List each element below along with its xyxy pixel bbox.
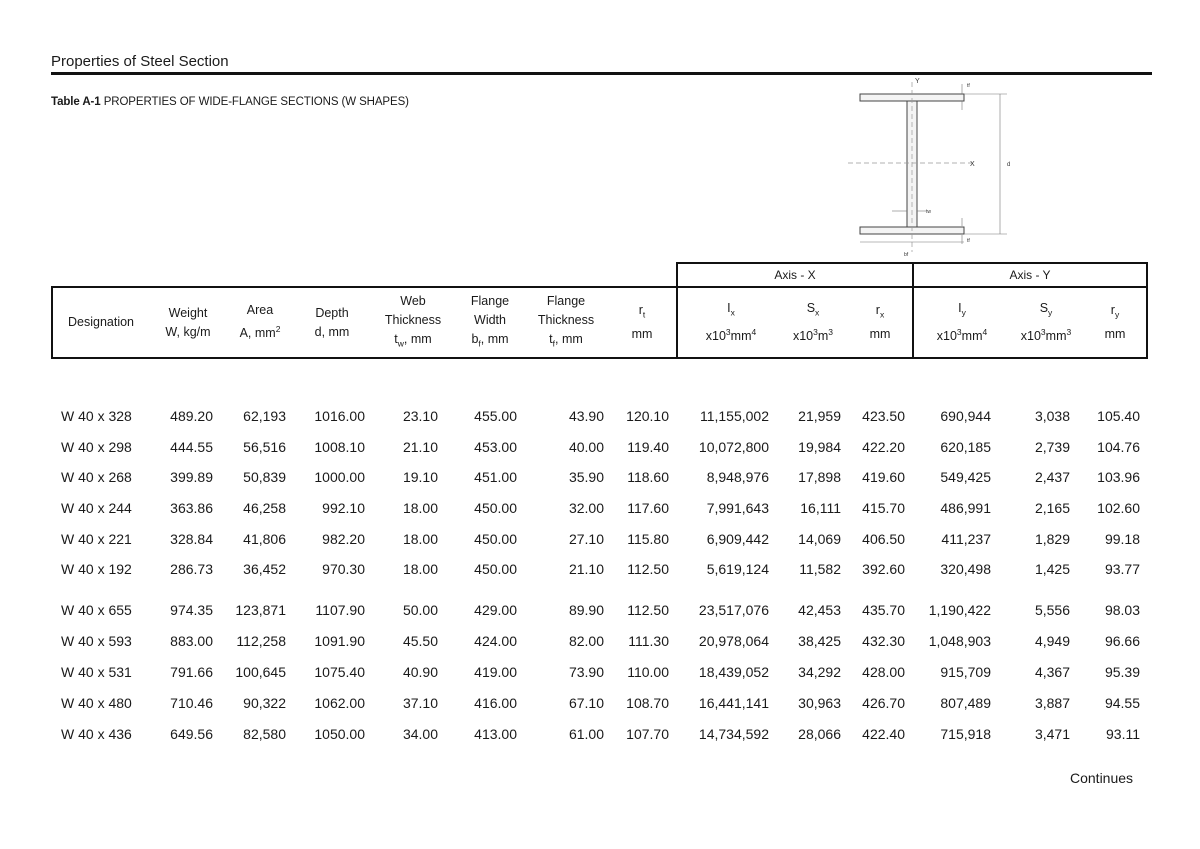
cell-ry: 103.96 bbox=[1097, 469, 1140, 485]
cell-iy: 1,048,903 bbox=[928, 633, 991, 649]
col-sx-sub: x bbox=[815, 307, 820, 318]
cell-weight: 489.20 bbox=[170, 408, 213, 424]
cell-ix: 5,619,124 bbox=[706, 561, 769, 577]
col-rx-sub: x bbox=[879, 309, 885, 320]
col-flange-thickness bbox=[526, 286, 606, 359]
axis-x-header: Axis - X bbox=[676, 262, 914, 286]
cell-area: 56,516 bbox=[243, 439, 286, 455]
table-row bbox=[51, 555, 1152, 585]
col-fw-line1: Flange bbox=[470, 293, 510, 308]
table-row bbox=[51, 720, 1152, 750]
cell-flange-width: 429.00 bbox=[474, 602, 517, 618]
tf-top-label: tf bbox=[967, 83, 970, 89]
col-ry-unit: mm bbox=[1104, 326, 1126, 341]
cell-iy: 715,918 bbox=[940, 726, 991, 742]
table-row bbox=[51, 463, 1152, 493]
col-fw-sub: f bbox=[478, 338, 481, 349]
col-ix-exp: 3 bbox=[725, 326, 731, 337]
col-area bbox=[228, 286, 292, 359]
cell-designation: W 40 x 221 bbox=[61, 531, 132, 547]
col-ft-unit: , mm bbox=[555, 331, 583, 346]
cell-area: 112,258 bbox=[236, 633, 286, 649]
cell-rx: 423.50 bbox=[862, 408, 905, 424]
col-area-sup: 2 bbox=[275, 324, 281, 335]
tw-label: tw bbox=[926, 209, 931, 215]
col-weight-line1: Weight bbox=[168, 305, 208, 320]
cell-sx: 19,984 bbox=[798, 439, 841, 455]
cell-sy: 4,367 bbox=[1034, 664, 1070, 680]
cell-ry: 93.11 bbox=[1106, 726, 1140, 742]
cell-flange-width: 450.00 bbox=[474, 531, 517, 547]
cell-weight: 286.73 bbox=[170, 561, 213, 577]
cell-iy: 411,237 bbox=[941, 531, 991, 547]
col-web-sym: t bbox=[394, 331, 398, 346]
cell-weight: 328.84 bbox=[170, 531, 213, 547]
cell-flange-thickness: 27.10 bbox=[568, 531, 604, 547]
cell-sy: 2,739 bbox=[1034, 439, 1070, 455]
cell-ix: 10,072,800 bbox=[698, 439, 769, 455]
bf-label: bf bbox=[904, 252, 909, 258]
cell-flange-thickness: 43.90 bbox=[568, 408, 604, 424]
table-row bbox=[51, 402, 1152, 432]
cell-rt: 112.50 bbox=[627, 602, 669, 618]
cell-depth: 1016.00 bbox=[314, 408, 365, 424]
cell-weight: 710.46 bbox=[170, 695, 213, 711]
cell-sx: 34,292 bbox=[798, 664, 841, 680]
cell-iy: 486,991 bbox=[940, 500, 991, 516]
cell-web-thickness: 18.00 bbox=[402, 561, 438, 577]
table-row bbox=[51, 658, 1152, 688]
cell-rt: 115.80 bbox=[627, 531, 669, 547]
cell-web-thickness: 50.00 bbox=[402, 602, 438, 618]
col-sy-unit-exp: 3 bbox=[1066, 326, 1072, 337]
col-depth-line2: d, mm bbox=[314, 324, 350, 339]
tf-bottom-label: tf bbox=[967, 238, 970, 244]
table-row bbox=[51, 627, 1152, 657]
cell-depth: 1075.40 bbox=[314, 664, 365, 680]
cell-weight: 399.89 bbox=[170, 469, 213, 485]
cell-iy: 807,489 bbox=[940, 695, 991, 711]
cell-designation: W 40 x 655 bbox=[61, 602, 132, 618]
cell-flange-width: 416.00 bbox=[474, 695, 517, 711]
cell-iy: 1,190,422 bbox=[928, 602, 991, 618]
cell-ix: 23,517,076 bbox=[698, 602, 769, 618]
col-sy-unit: mm bbox=[1045, 328, 1067, 343]
col-area-line2: A, mm bbox=[239, 326, 276, 341]
cell-flange-width: 451.00 bbox=[474, 469, 517, 485]
col-rt-sym: r bbox=[638, 303, 643, 318]
cell-weight: 791.66 bbox=[170, 664, 213, 680]
col-flange-width bbox=[458, 286, 522, 359]
cell-sx: 11,582 bbox=[799, 561, 841, 577]
cell-ry: 96.66 bbox=[1104, 633, 1140, 649]
col-iy-sym: I bbox=[958, 301, 962, 316]
col-iy-mult: x10 bbox=[936, 328, 957, 343]
cell-designation: W 40 x 328 bbox=[61, 408, 132, 424]
continues-note: Continues bbox=[1070, 770, 1134, 786]
cell-flange-thickness: 40.00 bbox=[568, 439, 604, 455]
cell-depth: 970.30 bbox=[322, 561, 365, 577]
col-sy-exp: 3 bbox=[1040, 326, 1046, 337]
table-row bbox=[51, 494, 1152, 524]
col-rx-sym: r bbox=[875, 303, 880, 318]
cell-ix: 11,155,002 bbox=[699, 408, 769, 424]
cell-rt: 111.30 bbox=[628, 633, 669, 649]
cell-rx: 392.60 bbox=[862, 561, 905, 577]
col-sy bbox=[1008, 286, 1084, 359]
cell-designation: W 40 x 268 bbox=[61, 469, 132, 485]
header-divider bbox=[676, 262, 678, 359]
title-rule bbox=[51, 72, 1152, 75]
col-sx-sym: S bbox=[806, 301, 816, 316]
cell-web-thickness: 37.10 bbox=[402, 695, 438, 711]
cell-rx: 422.20 bbox=[862, 439, 905, 455]
cell-depth: 1091.90 bbox=[314, 633, 365, 649]
col-ix-sym: I bbox=[727, 301, 731, 316]
cell-area: 100,645 bbox=[235, 664, 286, 680]
table-row bbox=[51, 525, 1152, 555]
col-depth bbox=[300, 286, 364, 359]
cell-rt: 108.70 bbox=[626, 695, 669, 711]
header-divider bbox=[912, 262, 914, 359]
cell-iy: 690,944 bbox=[940, 408, 991, 424]
col-rx-unit: mm bbox=[869, 326, 891, 341]
cell-web-thickness: 40.90 bbox=[402, 664, 438, 680]
col-ry bbox=[1088, 286, 1142, 359]
page-title: Properties of Steel Section bbox=[51, 53, 229, 70]
cell-ry: 102.60 bbox=[1097, 500, 1140, 516]
cell-depth: 1000.00 bbox=[314, 469, 365, 485]
cell-sx: 16,111 bbox=[800, 500, 841, 516]
cell-web-thickness: 23.10 bbox=[402, 408, 438, 424]
col-ix-unit: mm bbox=[730, 328, 752, 343]
cell-ix: 8,948,976 bbox=[706, 469, 769, 485]
cell-area: 50,839 bbox=[243, 469, 286, 485]
cell-area: 36,452 bbox=[243, 561, 286, 577]
cell-flange-width: 453.00 bbox=[474, 439, 517, 455]
cell-area: 123,871 bbox=[235, 602, 286, 618]
cell-flange-thickness: 73.90 bbox=[568, 664, 604, 680]
cell-sx: 30,963 bbox=[798, 695, 841, 711]
cell-web-thickness: 18.00 bbox=[402, 500, 438, 516]
col-iy bbox=[920, 286, 1004, 359]
table-row bbox=[51, 433, 1152, 463]
cell-rx: 419.60 bbox=[862, 469, 905, 485]
cell-designation: W 40 x 244 bbox=[61, 500, 132, 516]
col-ft-sym: t bbox=[549, 331, 553, 346]
cell-rt: 110.00 bbox=[627, 664, 669, 680]
col-ix-unit-exp: 4 bbox=[751, 326, 757, 337]
col-sx-exp: 3 bbox=[813, 326, 818, 337]
cell-web-thickness: 34.00 bbox=[402, 726, 438, 742]
cell-depth: 1107.90 bbox=[315, 602, 365, 618]
col-ft-sub: f bbox=[552, 338, 556, 349]
cell-rt: 117.60 bbox=[627, 500, 669, 516]
cell-flange-width: 450.00 bbox=[474, 500, 517, 516]
cell-sx: 42,453 bbox=[798, 602, 841, 618]
cell-sy: 3,038 bbox=[1034, 408, 1070, 424]
cell-area: 62,193 bbox=[243, 408, 286, 424]
col-ix-mult: x10 bbox=[705, 328, 726, 343]
cell-sx: 38,425 bbox=[798, 633, 841, 649]
col-web-thickness bbox=[372, 286, 454, 359]
cell-designation: W 40 x 531 bbox=[61, 664, 132, 680]
col-ry-sym: r bbox=[1110, 303, 1115, 318]
cell-area: 46,258 bbox=[243, 500, 286, 516]
cell-sx: 21,959 bbox=[798, 408, 841, 424]
cell-web-thickness: 45.50 bbox=[402, 633, 438, 649]
col-rt-unit: mm bbox=[631, 326, 653, 341]
col-sx-mult: x10 bbox=[792, 328, 814, 343]
col-sy-sub: y bbox=[1048, 307, 1053, 318]
col-sx-unit: m bbox=[817, 328, 829, 343]
col-web-line2: Thickness bbox=[384, 312, 442, 327]
cell-web-thickness: 21.10 bbox=[402, 439, 438, 455]
caption-label: Table A-1 bbox=[51, 96, 101, 108]
col-iy-sub: y bbox=[961, 307, 966, 318]
cell-flange-thickness: 35.90 bbox=[568, 469, 604, 485]
cell-flange-width: 424.00 bbox=[474, 633, 517, 649]
cell-flange-width: 413.00 bbox=[474, 726, 517, 742]
cell-ry: 98.03 bbox=[1104, 602, 1140, 618]
col-iy-exp: 3 bbox=[956, 326, 962, 337]
cell-ix: 20,978,064 bbox=[698, 633, 769, 649]
col-ry-sub: y bbox=[1114, 309, 1120, 320]
col-weight bbox=[154, 286, 222, 359]
cell-area: 41,806 bbox=[243, 531, 286, 547]
cell-designation: W 40 x 436 bbox=[61, 726, 132, 742]
col-ft-line1: Flange bbox=[546, 293, 586, 308]
col-iy-unit: mm bbox=[961, 328, 983, 343]
cell-area: 90,322 bbox=[243, 695, 286, 711]
cell-sy: 1,425 bbox=[1034, 561, 1070, 577]
cell-designation: W 40 x 480 bbox=[61, 695, 132, 711]
cell-iy: 620,185 bbox=[940, 439, 991, 455]
cell-flange-thickness: 82.00 bbox=[568, 633, 604, 649]
cell-ry: 104.76 bbox=[1097, 439, 1140, 455]
table-row bbox=[51, 689, 1152, 719]
col-sx bbox=[780, 286, 846, 359]
cell-sy: 3,471 bbox=[1034, 726, 1070, 742]
cell-flange-thickness: 67.10 bbox=[568, 695, 604, 711]
table-row bbox=[51, 596, 1152, 626]
cell-rx: 426.70 bbox=[862, 695, 905, 711]
cell-web-thickness: 19.10 bbox=[402, 469, 438, 485]
cell-rx: 422.40 bbox=[862, 726, 905, 742]
cell-flange-thickness: 32.00 bbox=[568, 500, 604, 516]
cell-designation: W 40 x 192 bbox=[61, 561, 132, 577]
col-rt bbox=[612, 286, 672, 359]
cell-ix: 16,441,141 bbox=[698, 695, 769, 711]
col-designation-label: Designation bbox=[67, 315, 134, 329]
col-web-line1: Web bbox=[400, 293, 426, 308]
cell-depth: 992.10 bbox=[322, 500, 365, 516]
cell-flange-thickness: 21.10 bbox=[568, 561, 604, 577]
cell-flange-thickness: 61.00 bbox=[568, 726, 604, 742]
cell-rx: 406.50 bbox=[862, 531, 905, 547]
cell-sx: 14,069 bbox=[798, 531, 841, 547]
cell-designation: W 40 x 298 bbox=[61, 439, 132, 455]
cell-depth: 1008.10 bbox=[314, 439, 365, 455]
cell-rx: 428.00 bbox=[862, 664, 905, 680]
col-sy-mult: x10 bbox=[1020, 328, 1041, 343]
cell-sy: 2,437 bbox=[1034, 469, 1070, 485]
cell-ix: 14,734,592 bbox=[698, 726, 769, 742]
cell-ry: 105.40 bbox=[1097, 408, 1140, 424]
cell-rx: 432.30 bbox=[862, 633, 905, 649]
col-weight-line2: W, kg/m bbox=[165, 324, 211, 339]
cell-sy: 3,887 bbox=[1034, 695, 1070, 711]
axis-y-header: Axis - Y bbox=[912, 262, 1148, 286]
cell-ry: 95.39 bbox=[1104, 664, 1140, 680]
cell-weight: 883.00 bbox=[170, 633, 213, 649]
cell-sx: 28,066 bbox=[798, 726, 841, 742]
cell-ry: 93.77 bbox=[1104, 561, 1140, 577]
col-fw-line2: Width bbox=[474, 312, 506, 327]
cell-flange-width: 419.00 bbox=[474, 664, 517, 680]
col-ft-line2: Thickness bbox=[537, 312, 595, 327]
col-iy-unit-exp: 4 bbox=[982, 326, 988, 337]
col-web-unit: , mm bbox=[403, 331, 432, 346]
w-section-diagram bbox=[842, 76, 1032, 262]
table-caption bbox=[51, 96, 409, 108]
cell-web-thickness: 18.00 bbox=[402, 531, 438, 547]
cell-ry: 99.18 bbox=[1104, 531, 1140, 547]
cell-weight: 649.56 bbox=[170, 726, 213, 742]
col-area-line1: Area bbox=[246, 303, 274, 318]
cell-rt: 107.70 bbox=[626, 726, 669, 742]
cell-rt: 112.50 bbox=[627, 561, 669, 577]
cell-ix: 6,909,442 bbox=[706, 531, 769, 547]
cell-ix: 18,439,052 bbox=[698, 664, 769, 680]
cell-designation: W 40 x 593 bbox=[61, 633, 132, 649]
cell-flange-width: 455.00 bbox=[474, 408, 517, 424]
x-axis-label: X bbox=[970, 161, 975, 168]
col-designation bbox=[53, 286, 149, 359]
cell-sy: 2,165 bbox=[1034, 500, 1070, 516]
cell-ix: 7,991,643 bbox=[706, 500, 769, 516]
cell-iy: 549,425 bbox=[940, 469, 991, 485]
cell-weight: 363.86 bbox=[170, 500, 213, 516]
cell-area: 82,580 bbox=[243, 726, 286, 742]
col-web-sub: w bbox=[397, 338, 404, 349]
cell-sy: 5,556 bbox=[1034, 602, 1070, 618]
col-fw-sym: b bbox=[471, 331, 479, 346]
cell-rt: 120.10 bbox=[626, 408, 669, 424]
cell-weight: 444.55 bbox=[170, 439, 213, 455]
cell-weight: 974.35 bbox=[170, 602, 213, 618]
col-fw-unit: , mm bbox=[480, 331, 509, 346]
cell-ry: 94.55 bbox=[1104, 695, 1140, 711]
cell-iy: 320,498 bbox=[940, 561, 991, 577]
cell-depth: 1062.00 bbox=[314, 695, 365, 711]
col-sy-sym: S bbox=[1039, 301, 1049, 316]
col-ix bbox=[686, 286, 776, 359]
y-axis-label: Y bbox=[915, 78, 920, 85]
cell-iy: 915,709 bbox=[940, 664, 991, 680]
caption-text: PROPERTIES OF WIDE-FLANGE SECTIONS (W SHAPES) bbox=[100, 96, 409, 108]
cell-sx: 17,898 bbox=[798, 469, 841, 485]
cell-sy: 4,949 bbox=[1034, 633, 1070, 649]
d-label: d bbox=[1007, 162, 1011, 168]
col-sx-unit-exp: 3 bbox=[828, 326, 834, 337]
cell-depth: 1050.00 bbox=[314, 726, 365, 742]
cell-flange-thickness: 89.90 bbox=[568, 602, 604, 618]
col-rt-sub: t bbox=[642, 309, 646, 320]
cell-rt: 119.40 bbox=[627, 439, 669, 455]
col-ix-sub: x bbox=[730, 307, 735, 318]
cell-depth: 982.20 bbox=[322, 531, 365, 547]
cell-flange-width: 450.00 bbox=[474, 561, 517, 577]
cell-sy: 1,829 bbox=[1034, 531, 1070, 547]
col-depth-line1: Depth bbox=[315, 305, 349, 320]
cell-rx: 435.70 bbox=[862, 602, 905, 618]
cell-rt: 118.60 bbox=[627, 469, 669, 485]
cell-rx: 415.70 bbox=[862, 500, 905, 516]
col-rx bbox=[852, 286, 908, 359]
